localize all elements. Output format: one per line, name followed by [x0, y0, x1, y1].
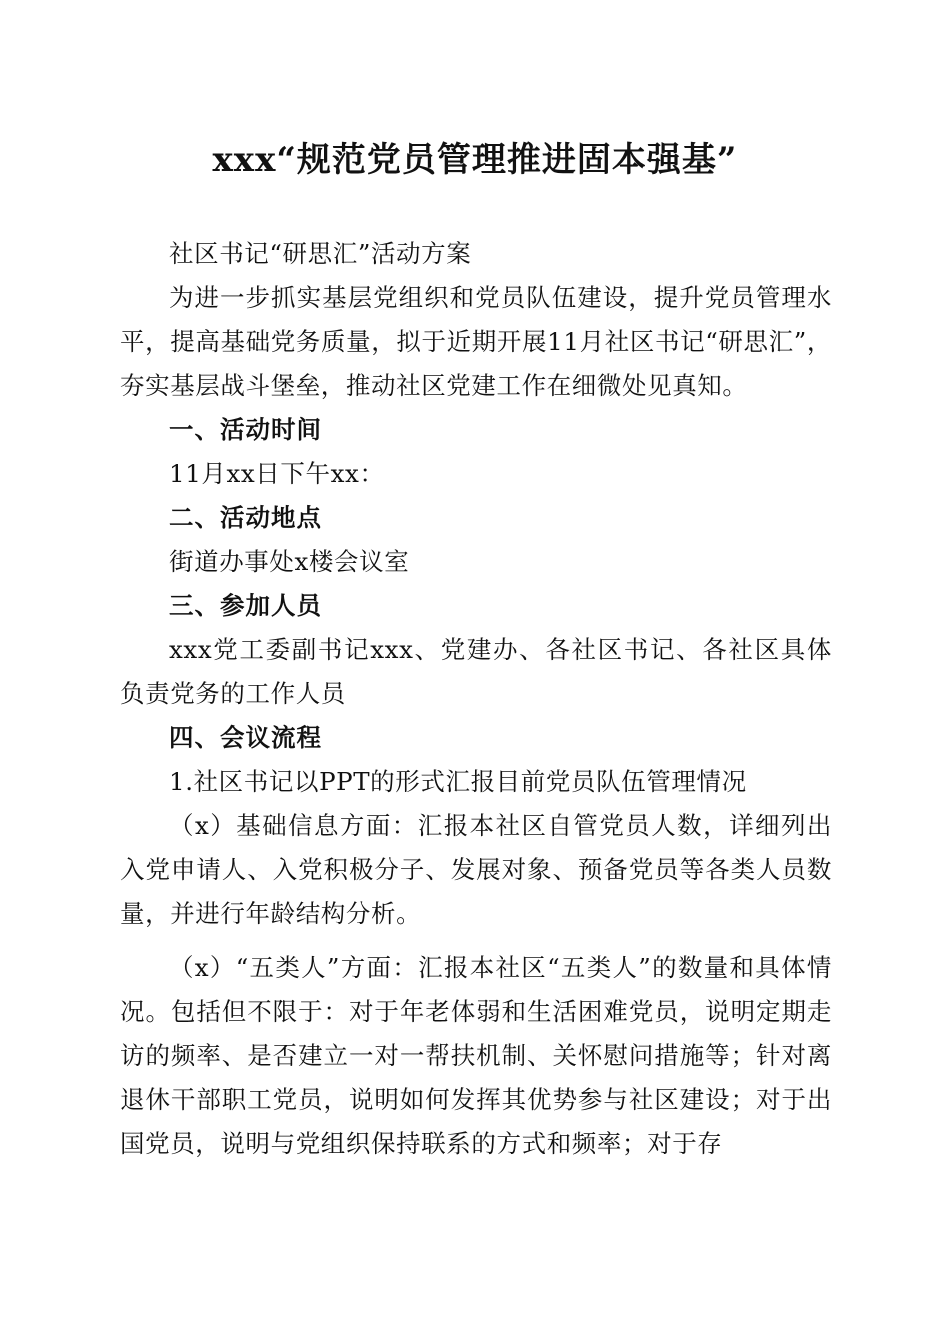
document-title: xxx“规范党员管理推进固本强基” — [212, 140, 738, 180]
activity-time: 11月xx日下午xx： — [169, 459, 385, 488]
process-item-1: 1.社区书记以PPT的形式汇报目前党员队伍管理情况 — [169, 767, 747, 796]
document-body — [120, 232, 832, 1166]
basic-info-paragraph: （x）基础信息方面：汇报本社区自管党员人数，详细列出入党申请人、入党积极分子、发展对象、预备党员等各类人员数量，并进行年龄结构分析。 — [120, 811, 832, 928]
intro-paragraph: 为进一步抓实基层党组织和党员队伍建设，提升党员管理水平，提高基础党务质量，拟于近期开展11月社区书记“研思汇”，夯实基层战斗堡垒，推动社区党建工作在细微处见真知。 — [120, 283, 832, 400]
section-heading-process: 四、会议流程 — [169, 723, 322, 752]
participants: xxx党工委副书记xxx、党建办、各社区书记、各社区具体负责党务的工作人员 — [120, 635, 832, 708]
five-types-paragraph: （x）“五类人”方面：汇报本社区“五类人”的数量和具体情况。包括但不限于：对于年老体弱和生活困难党员，说明定期走访的频率、是否建立一对一帮扶机制、关怀慰问措施等；针对离退休干部职工党员，说明如何发挥其优势参与社区建设；对于出国党员，说明与党组织保持联系的方式和频率；对于存 — [120, 953, 832, 1158]
section-heading-location: 二、活动地点 — [169, 503, 322, 532]
document-subtitle: 社区书记“研思汇”活动方案 — [169, 239, 472, 268]
section-heading-participants: 三、参加人员 — [169, 591, 322, 620]
activity-location: 街道办事处x楼会议室 — [169, 547, 410, 576]
section-heading-time: 一、活动时间 — [169, 415, 322, 444]
